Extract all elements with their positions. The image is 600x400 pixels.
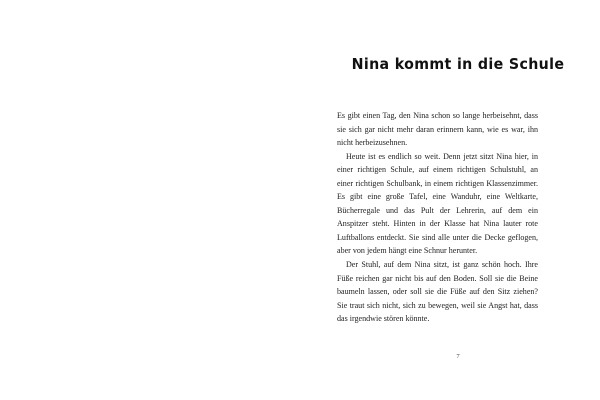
page-number: 7 bbox=[456, 353, 460, 360]
body-text-block bbox=[337, 109, 538, 326]
right-page bbox=[300, 0, 600, 400]
body-paragraph: Es gibt einen Tag, den Nina schon so lange herbeisehnt, dass sie sich gar nicht mehr daran erinnern kann, wie es war, ihn nicht herbeizusehnen. bbox=[337, 111, 538, 148]
body-paragraph: Heute ist es endlich so weit. Denn jetzt sitzt Nina hier, in einer richtigen Schule, auf einem richtigen Schulstuhl, an einer richtigen Schulbank, in einem richtigen Klassenzimmer. Es gibt eine große Tafel, eine Wanduhr, eine Weltkarte, Bücherregale und das Pult der Lehrerin, auf dem ein Anspitzer steht. Hinten in der Klasse hat Nina lauter rote Luftballons entdeckt. Sie sind alle unter die Decke geflogen, aber von jedem hängt eine Schnur herunter. bbox=[337, 151, 538, 256]
body-paragraph: Der Stuhl, auf dem Nina sitzt, ist ganz schön hoch. Ihre Füße reichen gar nicht bis auf den Boden. Soll sie die Beine baumeln lassen, oder soll sie die Füße auf den Sitz ziehen? Sie traut sich nicht, sich zu bewegen, weil sie Angst hat, dass das irgendwie stören könnte. bbox=[337, 260, 538, 324]
chapter-title: Nina kommt in die Schule bbox=[351, 56, 565, 74]
